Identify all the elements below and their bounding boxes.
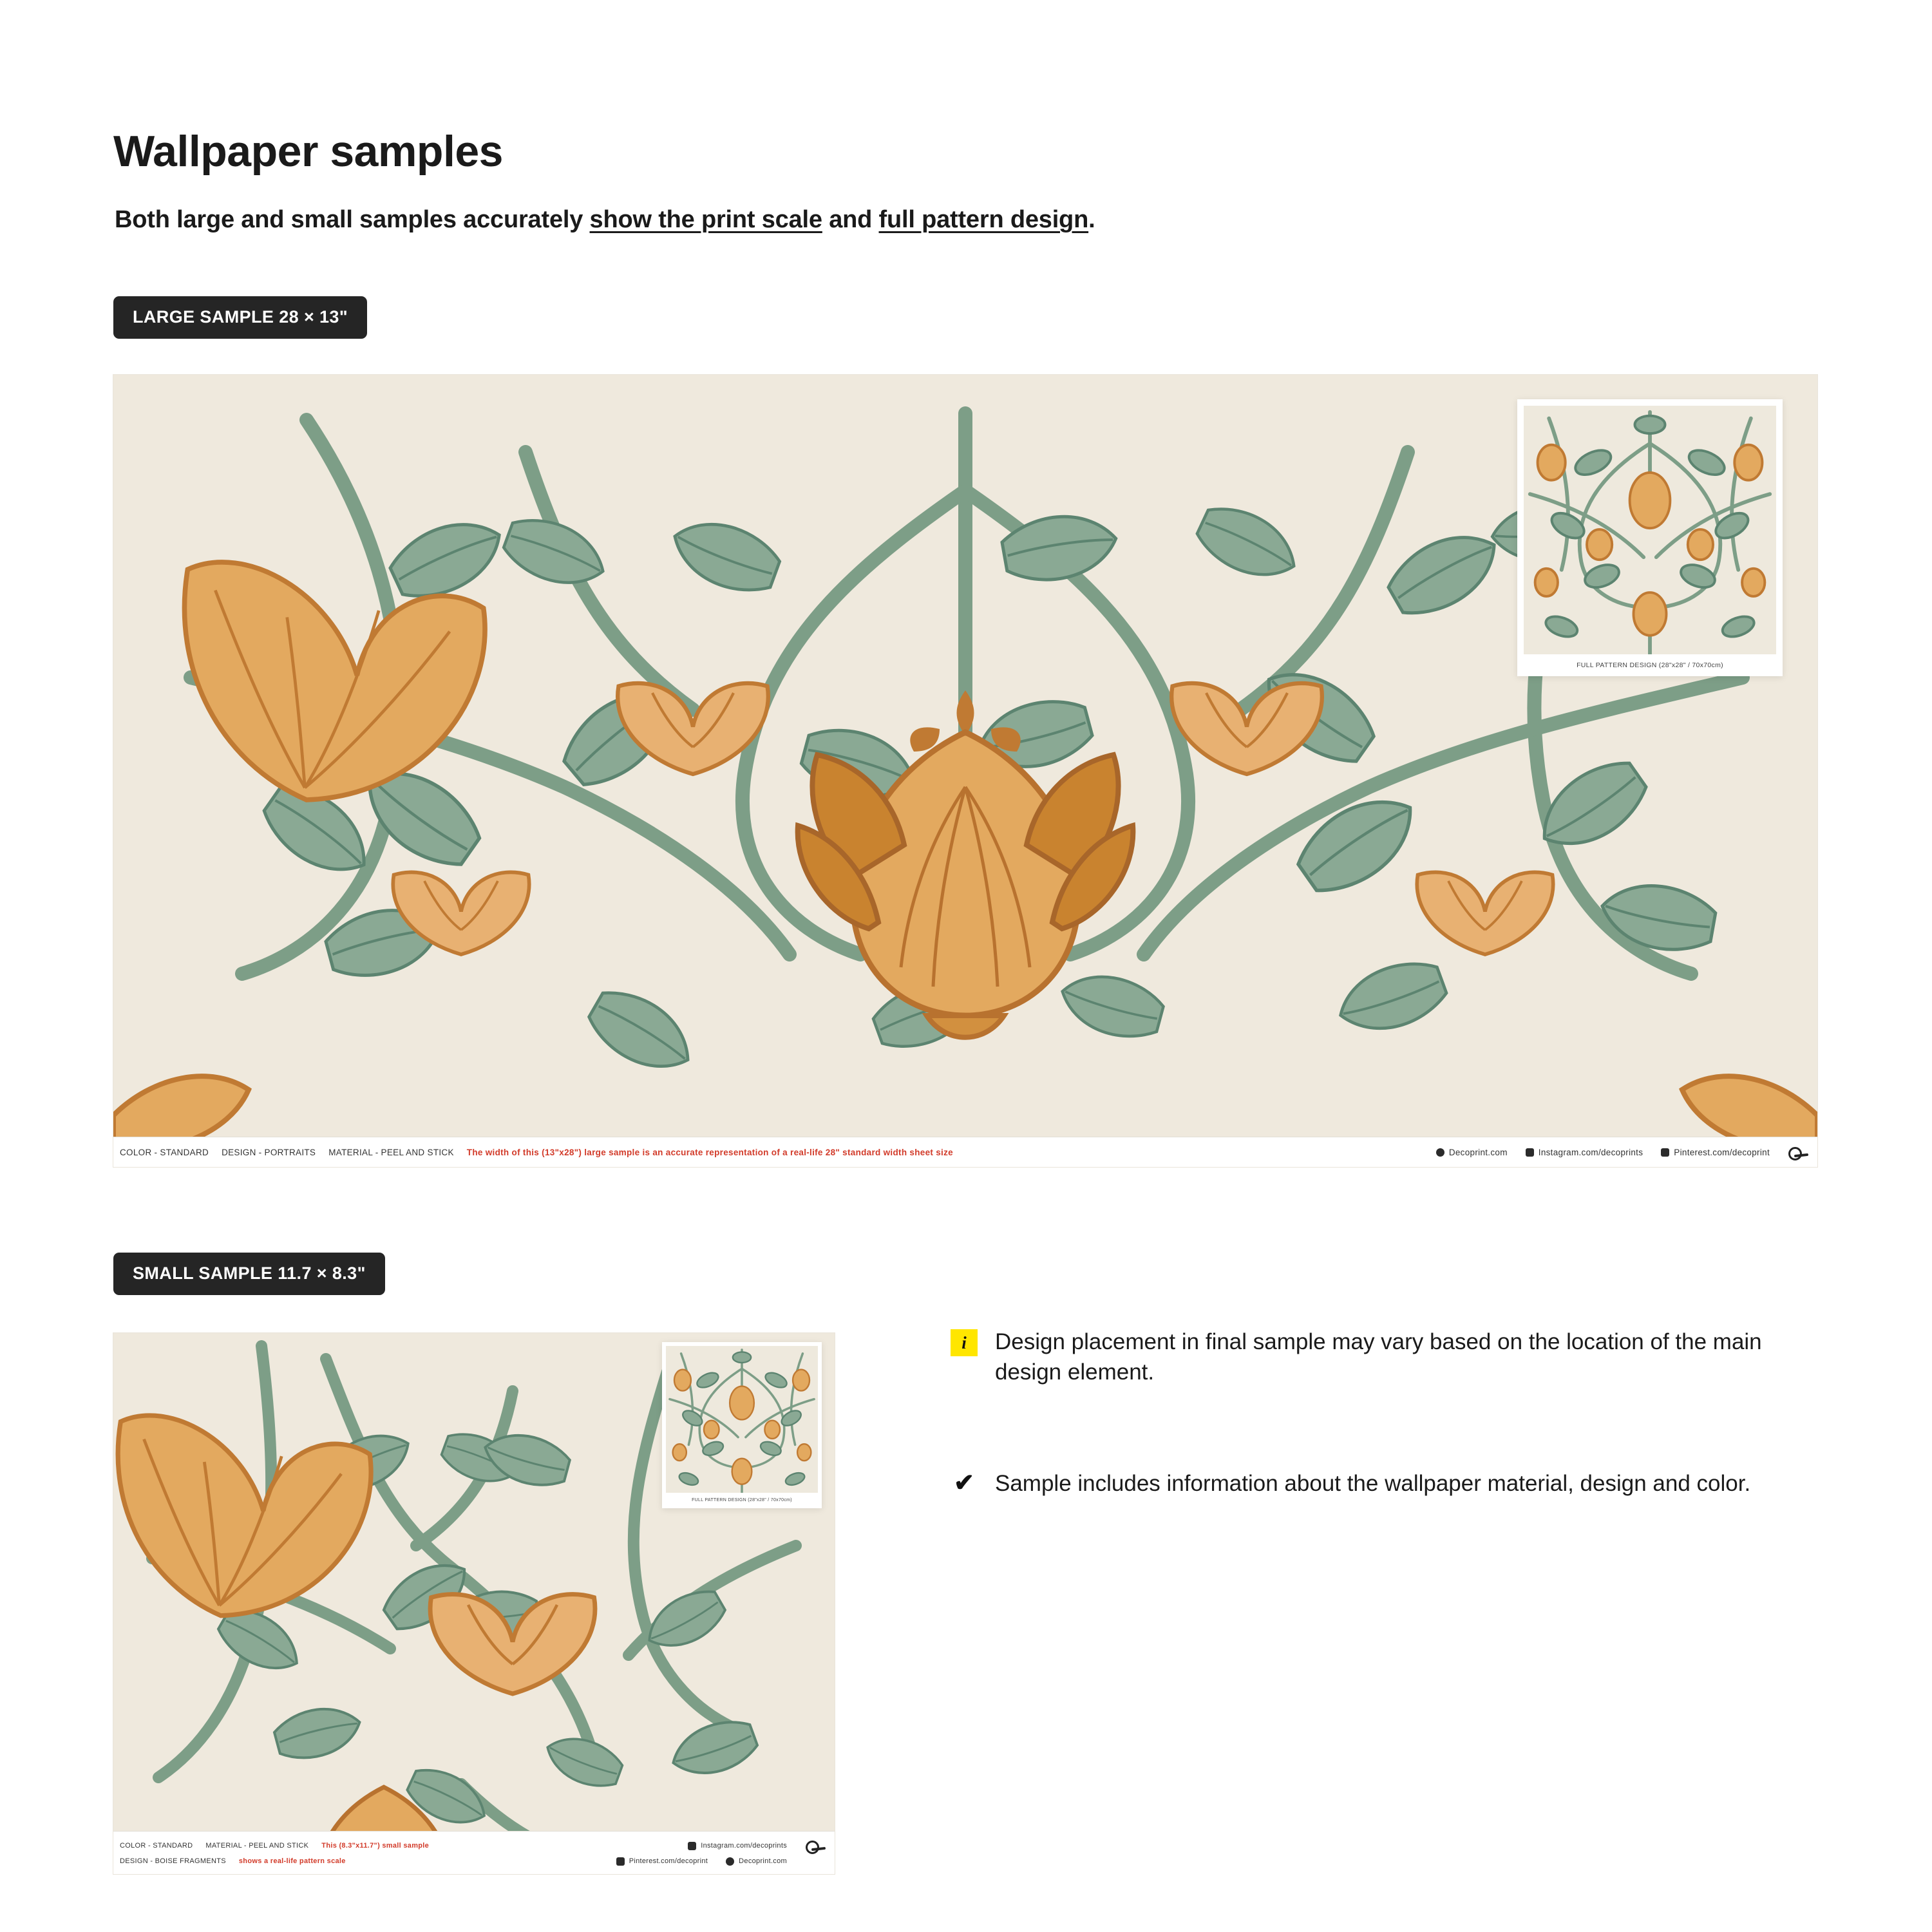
subtitle-end: . (1088, 206, 1095, 233)
subtitle-emphasis-2: full pattern design (878, 206, 1089, 233)
small-strip-pinterest[interactable] (607, 1857, 717, 1866)
large-sample-badge: LARGE SAMPLE 28 × 13" (113, 296, 367, 339)
large-strip-instagram[interactable] (1517, 1148, 1653, 1157)
large-strip-note: The width of this (13"x28") large sample is an accurate representation of a real-life 28" standard width sheet size (466, 1147, 953, 1157)
small-sample-info-strip (113, 1831, 835, 1874)
full-pattern-caption-large: FULL PATTERN DESIGN (28"x28" / 70x70cm) (1577, 661, 1723, 669)
note-2-text: Sample includes information about the wallpaper material, design and color. (995, 1471, 1751, 1496)
instagram-icon (688, 1842, 696, 1850)
large-strip-pinterest[interactable] (1652, 1148, 1779, 1157)
subtitle-emphasis-1: show the print scale (589, 206, 822, 233)
small-strip-instagram[interactable] (679, 1842, 796, 1850)
small-sample-badge: SMALL SAMPLE 11.7 × 8.3" (113, 1253, 385, 1295)
note-1-text: Design placement in final sample may vary based on the location of the main design element. (995, 1329, 1762, 1385)
large-strip-instagram-label: Instagram.com/decoprints (1538, 1147, 1643, 1157)
instagram-icon (1526, 1148, 1534, 1157)
small-sample-image[interactable] (113, 1333, 835, 1874)
full-pattern-thumbnail-small (666, 1346, 818, 1493)
pinterest-icon (1661, 1148, 1669, 1157)
small-strip-row-2 (113, 1853, 835, 1869)
large-strip-material: MATERIAL - PEEL AND STICK (328, 1147, 454, 1157)
pinterest-icon (616, 1857, 625, 1866)
large-sample-info-strip (113, 1137, 1817, 1167)
check-icon: ✔ (954, 1470, 974, 1497)
brand-logo-icon (1779, 1144, 1808, 1160)
subtitle-mid: and (822, 206, 879, 233)
full-pattern-thumbnail-large (1524, 406, 1776, 654)
small-strip-row-1 (113, 1838, 835, 1853)
full-pattern-inset-large (1517, 399, 1783, 676)
subtitle-lead: Both large and small samples accurately (115, 206, 590, 233)
small-strip-note-1: This (8.3"x11.7") small sample (321, 1842, 430, 1850)
large-strip-design: DESIGN - PORTRAITS (222, 1147, 316, 1157)
note-design-placement (950, 1327, 1826, 1388)
small-strip-material: MATERIAL - PEEL AND STICK (205, 1842, 309, 1850)
full-pattern-caption-small: FULL PATTERN DESIGN (28"x28" / 70x70cm) (692, 1498, 792, 1502)
page-subtitle (115, 206, 1095, 234)
info-icon: i (951, 1329, 978, 1356)
full-pattern-inset-small (662, 1342, 822, 1508)
small-strip-instagram-label: Instagram.com/decoprints (701, 1842, 787, 1850)
large-strip-pinterest-label: Pinterest.com/decoprint (1674, 1147, 1770, 1157)
brand-logo-icon (796, 1838, 826, 1853)
small-strip-color: COLOR - STANDARD (120, 1842, 193, 1850)
small-strip-website-label: Decoprint.com (739, 1857, 787, 1865)
page-title: Wallpaper samples (113, 126, 503, 176)
large-strip-website[interactable] (1427, 1148, 1517, 1157)
small-strip-website[interactable] (717, 1857, 796, 1866)
large-strip-color: COLOR - STANDARD (120, 1147, 209, 1157)
large-sample-image[interactable] (113, 375, 1817, 1167)
globe-icon (726, 1857, 734, 1866)
small-strip-note-2: shows a real-life pattern scale (238, 1857, 346, 1865)
small-strip-pinterest-label: Pinterest.com/decoprint (629, 1857, 708, 1865)
note-sample-includes (950, 1468, 1826, 1499)
large-strip-website-label: Decoprint.com (1448, 1147, 1508, 1157)
globe-icon (1436, 1148, 1444, 1157)
small-strip-design: DESIGN - BOISE FRAGMENTS (120, 1857, 226, 1865)
note-1-marker (950, 1327, 978, 1388)
note-2-marker (950, 1468, 978, 1499)
